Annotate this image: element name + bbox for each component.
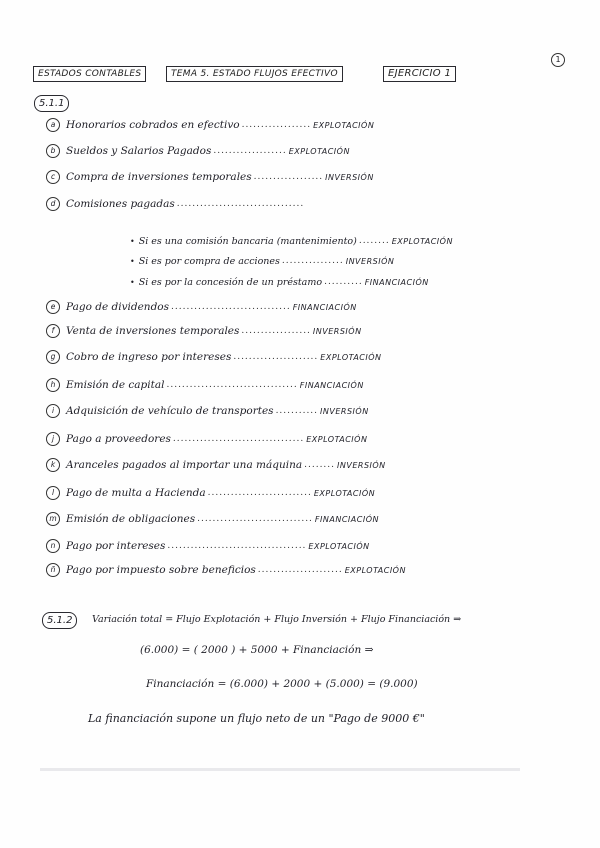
- list-item: [46, 376, 364, 394]
- leader-dots: ..........: [324, 277, 363, 287]
- item-text: Pago a proveedores: [66, 433, 171, 445]
- sub-item-category: FINANCIACIÓN: [364, 277, 429, 287]
- item-marker: b: [46, 144, 60, 158]
- list-item: [46, 142, 350, 160]
- list-item: [46, 116, 374, 134]
- header-tag-tema: TEMA 5. ESTADO FLUJOS EFECTIVO: [166, 66, 343, 82]
- item-category: EXPLOTACIÓN: [308, 541, 370, 551]
- item-marker: c: [46, 170, 60, 184]
- item-category: INVERSIÓN: [320, 406, 369, 416]
- leader-dots: ..................: [253, 172, 324, 182]
- list-item: [46, 484, 375, 502]
- equation-line-1: Variación total = Flujo Explotación + Flujo Inversión + Flujo Financiación ⇒: [92, 614, 462, 625]
- list-item: [46, 348, 382, 366]
- item-marker: i: [46, 404, 60, 418]
- list-item: [46, 168, 374, 186]
- item-marker: l: [46, 486, 60, 500]
- item-text: Pago por impuesto sobre beneficios: [66, 564, 256, 576]
- section-label-5-1-2: 5.1.2: [42, 612, 77, 629]
- leader-dots: ..............................: [197, 514, 313, 524]
- leader-dots: ..................................: [166, 380, 298, 390]
- item-text: Comisiones pagadas: [66, 198, 175, 210]
- header-tag-ejercicio: EJERCICIO 1: [383, 66, 456, 82]
- item-text: Pago por intereses: [66, 540, 166, 552]
- item-text: Emisión de obligaciones: [66, 513, 196, 525]
- item-marker: a: [46, 118, 60, 132]
- sub-item-text: Si es por compra de acciones: [138, 255, 280, 267]
- item-category: EXPLOTACIÓN: [313, 488, 376, 498]
- leader-dots: ...........: [275, 406, 319, 416]
- item-category: EXPLOTACIÓN: [306, 434, 368, 444]
- item-marker: e: [46, 300, 60, 314]
- leader-dots: ....................................: [167, 541, 307, 551]
- item-text: Pago de dividendos: [66, 301, 170, 313]
- bullet-icon: •: [130, 236, 135, 246]
- leader-dots: ..................: [241, 326, 311, 336]
- item-text: Venta de inversiones temporales: [66, 325, 240, 337]
- item-category: FINANCIACIÓN: [299, 380, 364, 390]
- leader-dots: ..................: [241, 120, 312, 130]
- item-category: INVERSIÓN: [312, 326, 362, 336]
- conclusion-line: La financiación supone un flujo neto de un "Pago de 9000 €": [88, 712, 425, 725]
- item-text: Cobro de ingreso por intereses: [66, 351, 232, 363]
- item-category: EXPLOTACIÓN: [320, 352, 382, 362]
- item-text: Sueldos y Salarios Pagados: [66, 145, 212, 157]
- list-item: [46, 322, 362, 340]
- leader-dots: ...........................: [207, 488, 312, 498]
- sub-item: [130, 233, 453, 249]
- list-item: [46, 402, 369, 420]
- list-item: [46, 298, 357, 316]
- item-marker: d: [46, 197, 60, 211]
- sub-item-text: Si es una comisión bancaria (mantenimiento): [138, 235, 357, 247]
- leader-dots: ................: [281, 256, 344, 266]
- leader-dots: ......................: [257, 565, 343, 575]
- list-item: [46, 430, 367, 448]
- bullet-icon: •: [130, 256, 135, 266]
- item-category: EXPLOTACIÓN: [344, 565, 406, 575]
- equation-line-3: Financiación = (6.000) + 2000 + (5.000) = (9.000): [146, 678, 418, 690]
- item-marker: f: [46, 324, 60, 338]
- leader-dots: ........: [358, 236, 390, 246]
- item-category: INVERSIÓN: [325, 172, 374, 182]
- item-marker: h: [46, 378, 60, 392]
- bullet-icon: •: [130, 277, 135, 287]
- item-text: Pago de multa a Hacienda: [66, 487, 206, 499]
- leader-dots: .................................: [176, 199, 305, 209]
- sub-item-category: INVERSIÓN: [345, 256, 395, 266]
- item-marker: m: [46, 512, 60, 526]
- leader-dots: ..................................: [172, 434, 305, 444]
- sub-item-text: Si es por la concesión de un préstamo: [138, 276, 323, 288]
- list-item: [46, 456, 386, 474]
- list-item: [46, 510, 379, 528]
- item-text: Compra de inversiones temporales: [66, 171, 252, 183]
- item-category: EXPLOTACIÓN: [288, 146, 350, 156]
- item-category: FINANCIACIÓN: [292, 302, 357, 312]
- list-item: [46, 561, 406, 579]
- item-marker: n: [46, 539, 60, 553]
- scan-artifact: [40, 768, 520, 771]
- leader-dots: ...............................: [171, 302, 291, 312]
- item-category: FINANCIACIÓN: [314, 514, 379, 524]
- sub-item-category: EXPLOTACIÓN: [391, 236, 453, 246]
- item-category: EXPLOTACIÓN: [313, 120, 375, 130]
- sub-item: [130, 253, 394, 269]
- item-text: Aranceles pagados al importar una máquina: [66, 459, 303, 471]
- equation-line-2: (6.000) = ( 2000 ) + 5000 + Financiación ⇒: [140, 644, 374, 656]
- leader-dots: ...................: [213, 146, 287, 156]
- item-text: Adquisición de vehículo de transportes: [66, 405, 274, 417]
- item-marker: j: [46, 432, 60, 446]
- item-text: Honorarios cobrados en efectivo: [66, 119, 240, 131]
- leader-dots: ........: [304, 460, 336, 470]
- sub-item: [130, 274, 429, 290]
- header-tag-estados-contables: ESTADOS CONTABLES: [33, 66, 146, 82]
- list-item: [46, 537, 370, 555]
- item-marker: k: [46, 458, 60, 472]
- item-category: INVERSIÓN: [337, 460, 386, 470]
- item-marker: ñ: [46, 563, 60, 577]
- list-item: [46, 195, 306, 213]
- item-text: Emisión de capital: [66, 379, 165, 391]
- leader-dots: ......................: [233, 352, 319, 362]
- section-label-5-1-1: 5.1.1: [34, 95, 69, 112]
- item-marker: g: [46, 350, 60, 364]
- page-number: 1: [551, 53, 565, 67]
